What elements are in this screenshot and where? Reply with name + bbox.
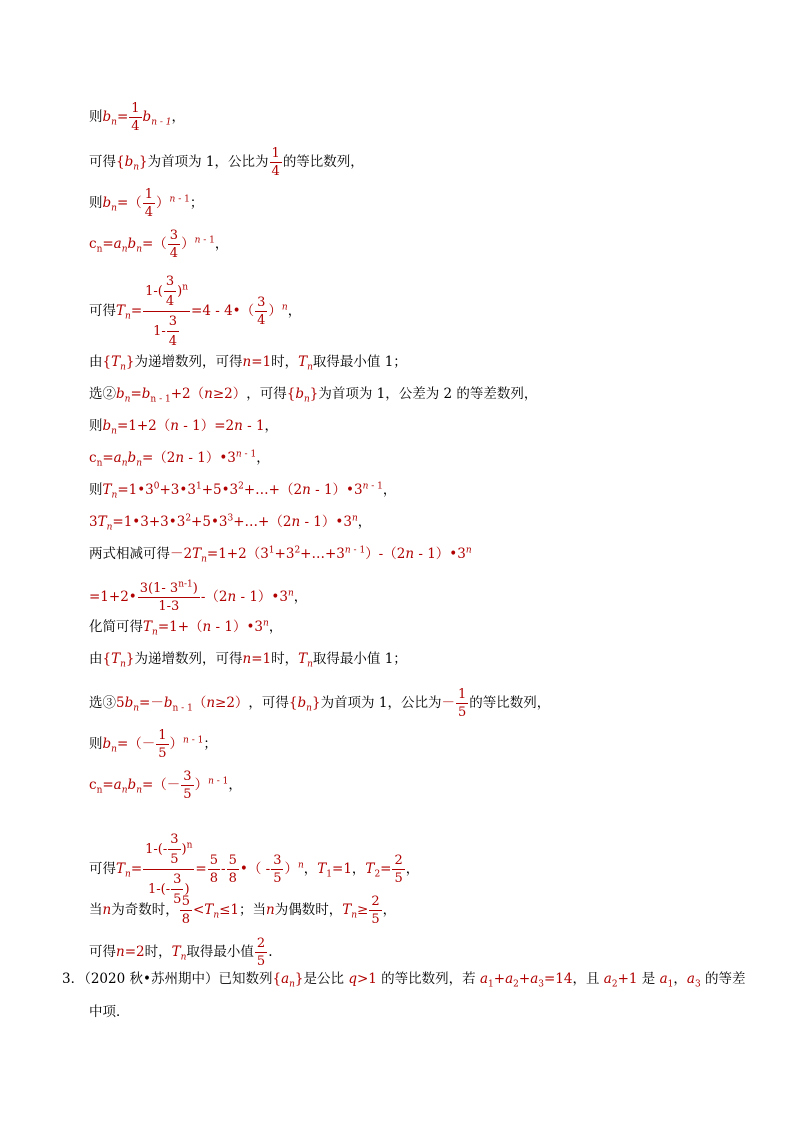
- line-4: $c_n=a_nb_n=$（ $\frac{3}{4}$ ）$^{n - 1}$ ，: [89, 228, 229, 261]
- line-12: 两式相减可得 $-2T_n=1+2(3^1+3^2+\dots+3^{n - 1})-(2n$ - 1）•3$^n$: [89, 545, 472, 565]
- line-21: 可得 n=2 时， $T_n$ 取得最小值 $\frac{2}{5}$ .: [89, 936, 273, 969]
- line-9: $c_n=a_nb_n=(2n$ - 1）•3$^{n - 1}$ ，: [89, 449, 270, 469]
- line-16: 选③ $5b_n=-b_{n - 1}(n\ge 2)$ ，可得 $\{b_n\}$ 为首项为 1，公比为 － $\frac{1}{5}$ 的等比数列，: [89, 687, 551, 720]
- line-20: 当 n 为奇数时， $\frac{5}{8}$ $<T_n\le 1$ ；当 n 为偶数时， $T_n\ge$ $\frac{2}{5}$ ，: [89, 894, 397, 927]
- line-6: 由 $\{T_n\}$ 为递增数列，可得 n =1 时， $T_n$ 取得最小值 1；: [89, 354, 407, 373]
- line-15: 由 $\{T_n\}$ 为递增数列，可得 n =1 时， $T_n$ 取得最小值 1；: [89, 651, 407, 670]
- line-1: 则 $b_n$ = $\frac{1}{4}$ $b_{n - 1}$ ，: [89, 101, 185, 134]
- question-3-line-2: 中项．: [89, 1004, 130, 1020]
- question-source: （2020 秋•苏州期中）: [84, 971, 219, 987]
- line-13: =1+2• $\frac{3(1- 3^{n-1})}{1-3}$ -（2n - 1）•3$^n$ ，: [89, 579, 308, 614]
- line-7: 选② $b_n$ $=b_{n - 1}+2(n\ge 2)$ ，可得 $\{b_n\}$ 为首项为 1，公差为 2 的等差数列，: [89, 386, 538, 405]
- question-3-line-1: 3．（2020 秋•苏州期中）已知数列$\{a_n\}$是公比 q>1 的等比数列，若 $a_1+a_2+a_3=14$，且 $a_2+1$ 是 $a_1$，$a_3$ 的等差: [62, 971, 746, 990]
- question-number: 3．: [62, 971, 85, 987]
- line-18: $c_n=a_nb_n=(-$ $\frac{3}{5}$ ）$^{n - 1}$ ，: [89, 769, 242, 802]
- line-3: 则 $b_n$ =（ $\frac{1}{4}$ ）$^{n - 1}$ ；: [89, 187, 204, 220]
- line-17: 则 $b_n$ =（－ $\frac{1}{5}$ ）$^{n - 1}$ ；: [89, 728, 217, 761]
- line-8: 则 $b_n=1+2(n - 1)=2n - 1$ ，: [89, 418, 279, 437]
- line-10: 则 $T_n=1•3^0+3•3^1+5•3^2+\dots+(2n$ - 1）•3$^{n - 1}$ ，: [89, 481, 397, 501]
- line-19: 可得 $T_n$ = 1-(- $\frac{3}{5}$ )$^n$ 1-(- $\frac{3}{5}$ ) = $\frac{5}{8}$ - $\frac{5}{8}$ •（ - $\frac{3}{5}$ ）$^n$ ， $T_1=1$ ， $T_2=$ $\frac{2}{5}$ ，: [89, 832, 420, 907]
- line-11: $3T_n=1•3+3•3^2+5•3^3+\dots+(2n$ - 1）•3$^n$ ，: [89, 513, 372, 533]
- line-5: 可得 $T_n$ = 1-( $\frac{3}{4}$ )$^n$ 1- $\frac{3}{4}$ =4 - 4•（ $\frac{3}{4}$ ）$^n$ ，: [89, 274, 302, 349]
- line-14: 化简可得 $T_n=1+(n$ - 1）•3$^n$ ，: [89, 618, 283, 638]
- line-2: 可得 $\{b_n\}$ 为首项为 1，公比为 $\frac{1}{4}$ 的等比数列，: [89, 146, 364, 179]
